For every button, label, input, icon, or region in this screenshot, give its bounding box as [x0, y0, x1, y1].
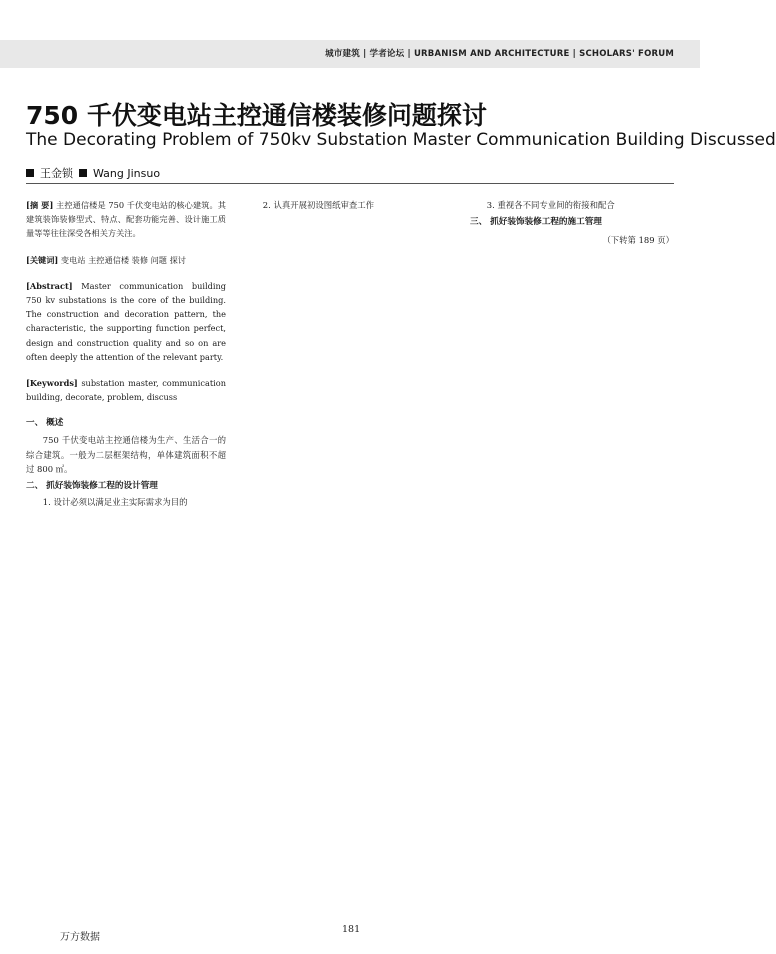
- title-divider: [26, 183, 674, 184]
- column-2: [246, 198, 451, 213]
- abstract-en-label: [Abstract]: [26, 280, 73, 291]
- page-number: 181: [342, 924, 361, 935]
- keywords-zh-text: 变电站 主控通信楼 装修 问题 探讨: [60, 254, 186, 265]
- keywords-en-text: substation master, communication building, decorate, problem, discuss: [26, 378, 226, 403]
- section-heading: 三、 抓好装饰装修工程的施工管理: [470, 216, 602, 227]
- abstract-zh-text: 主控通信楼是 750 千伏变电站的核心建筑。其建筑装饰装修型式、特点、配套功能完善、设计施工质量等等往往深受各相关方关注。: [26, 200, 226, 239]
- footer-source: 万方数据: [60, 932, 100, 943]
- paragraph: 750 千伏变电站主控通信楼为生产、生活合一的综合建筑。一般为二层框架结构，单体建筑面积不超过 800 ㎡。: [26, 435, 226, 475]
- square-bullet-icon: [26, 169, 34, 177]
- running-head: 城市建筑 | 学者论坛 | URBANISM AND ARCHITECTURE | SCHOLARS' FORUM: [325, 49, 674, 59]
- title-chinese: 750 千伏变电站主控通信楼装修问题探讨: [26, 101, 487, 130]
- list-item: 3. 重视各不同专业间的衔接和配合: [486, 200, 615, 210]
- abstract-zh-label: [摘 要]: [26, 200, 54, 210]
- section-heading: 一、 概述: [26, 418, 64, 429]
- abstract-zh: [26, 198, 226, 241]
- title-english: The Decorating Problem of 750kv Substation Master Communication Building Discussed: [26, 130, 776, 150]
- list-item: 1. 设计必须以满足业主实际需求为目的: [42, 497, 188, 508]
- list-item: 2. 认真开展初设图纸审查工作: [262, 200, 374, 210]
- continued-note: （下转第 189 页）: [602, 235, 674, 246]
- square-bullet-icon: [79, 169, 87, 177]
- keywords-en-label: [Keywords]: [26, 378, 78, 389]
- section-heading: 二、 抓好装饰装修工程的设计管理: [26, 480, 158, 491]
- abstract-en: [26, 279, 226, 364]
- keywords-en: [26, 376, 226, 404]
- column-1: [26, 198, 226, 510]
- keywords-zh-label: [关键词]: [26, 254, 59, 265]
- author-line: [26, 165, 160, 181]
- abstract-en-text: Master communication building 750 kv substations is the core of the building. The construction and decoration pattern, the characteristic, the supporting function perfect, design and construction quality and so on are often deeply the attention of the relevant party.: [26, 280, 226, 362]
- author-name-en: Wang Jinsuo: [93, 166, 161, 180]
- author-name-zh: 王金锁: [40, 167, 73, 180]
- column-3: [470, 198, 674, 256]
- keywords-zh: [26, 253, 226, 267]
